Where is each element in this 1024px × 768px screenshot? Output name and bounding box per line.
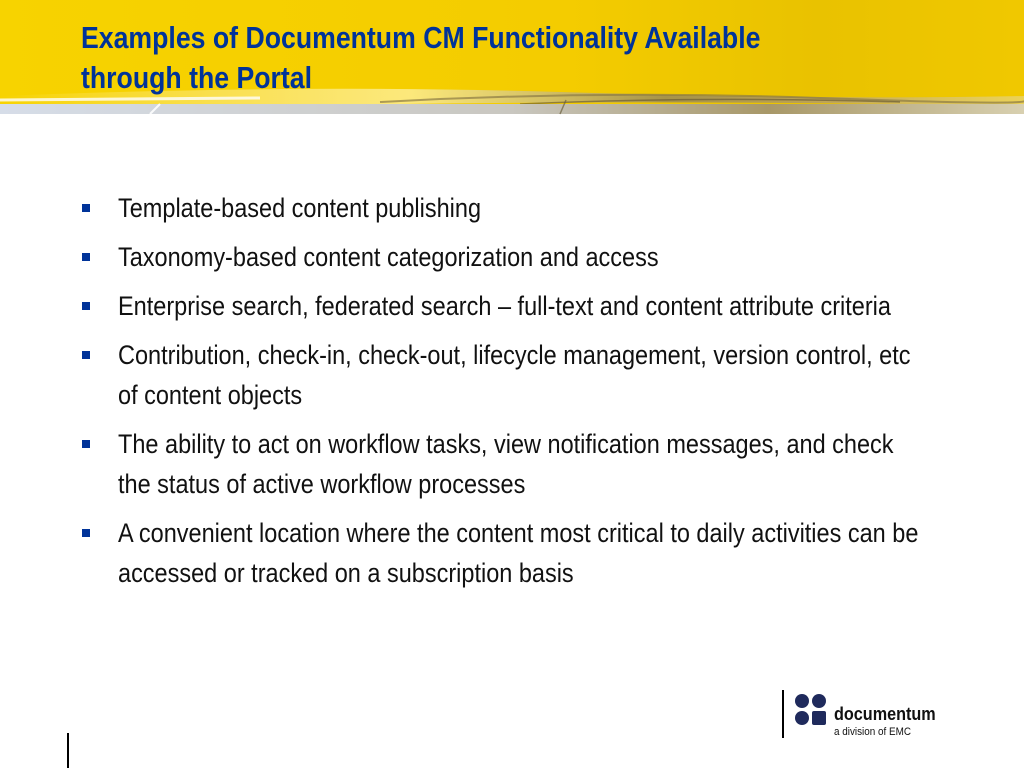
bullet-text: Template-based content publishing — [118, 193, 482, 223]
bullet-square-icon — [82, 440, 90, 448]
documentum-logo-icon — [794, 692, 830, 728]
bullet-item — [80, 188, 960, 228]
page-marker-line — [67, 733, 69, 768]
bullet-square-icon — [82, 351, 90, 359]
logo-wordmark: documentum — [834, 704, 936, 724]
slide-title: Examples of Documentum CM Functionality Available through the Portal — [81, 20, 761, 95]
bullet-square-icon — [82, 529, 90, 537]
bullet-text: Contribution, check-in, check-out, lifecycle management, version control, etc of content objects — [118, 340, 911, 410]
bullet-square-icon — [82, 253, 90, 261]
bullet-list — [80, 188, 960, 602]
bullet-item — [80, 424, 960, 504]
bullet-item — [80, 335, 960, 415]
bullet-item — [80, 286, 960, 326]
bullet-square-icon — [82, 302, 90, 310]
bullet-text: The ability to act on workflow tasks, view notification messages, and check the status of active workflow processes — [118, 429, 894, 499]
logo-tagline: a division of EMC — [834, 726, 912, 738]
bullet-item — [80, 237, 960, 277]
bullet-text: Enterprise search, federated search – full-text and content attribute criteria — [118, 291, 891, 321]
bullet-text: Taxonomy-based content categorization and access — [118, 242, 659, 272]
bullet-square-icon — [82, 204, 90, 212]
bullet-text: A convenient location where the content most critical to daily activities can be accessed or tracked on a subscription basis — [118, 518, 919, 588]
bullet-item — [80, 513, 960, 593]
logo-divider — [782, 690, 784, 738]
documentum-logo — [780, 690, 960, 750]
